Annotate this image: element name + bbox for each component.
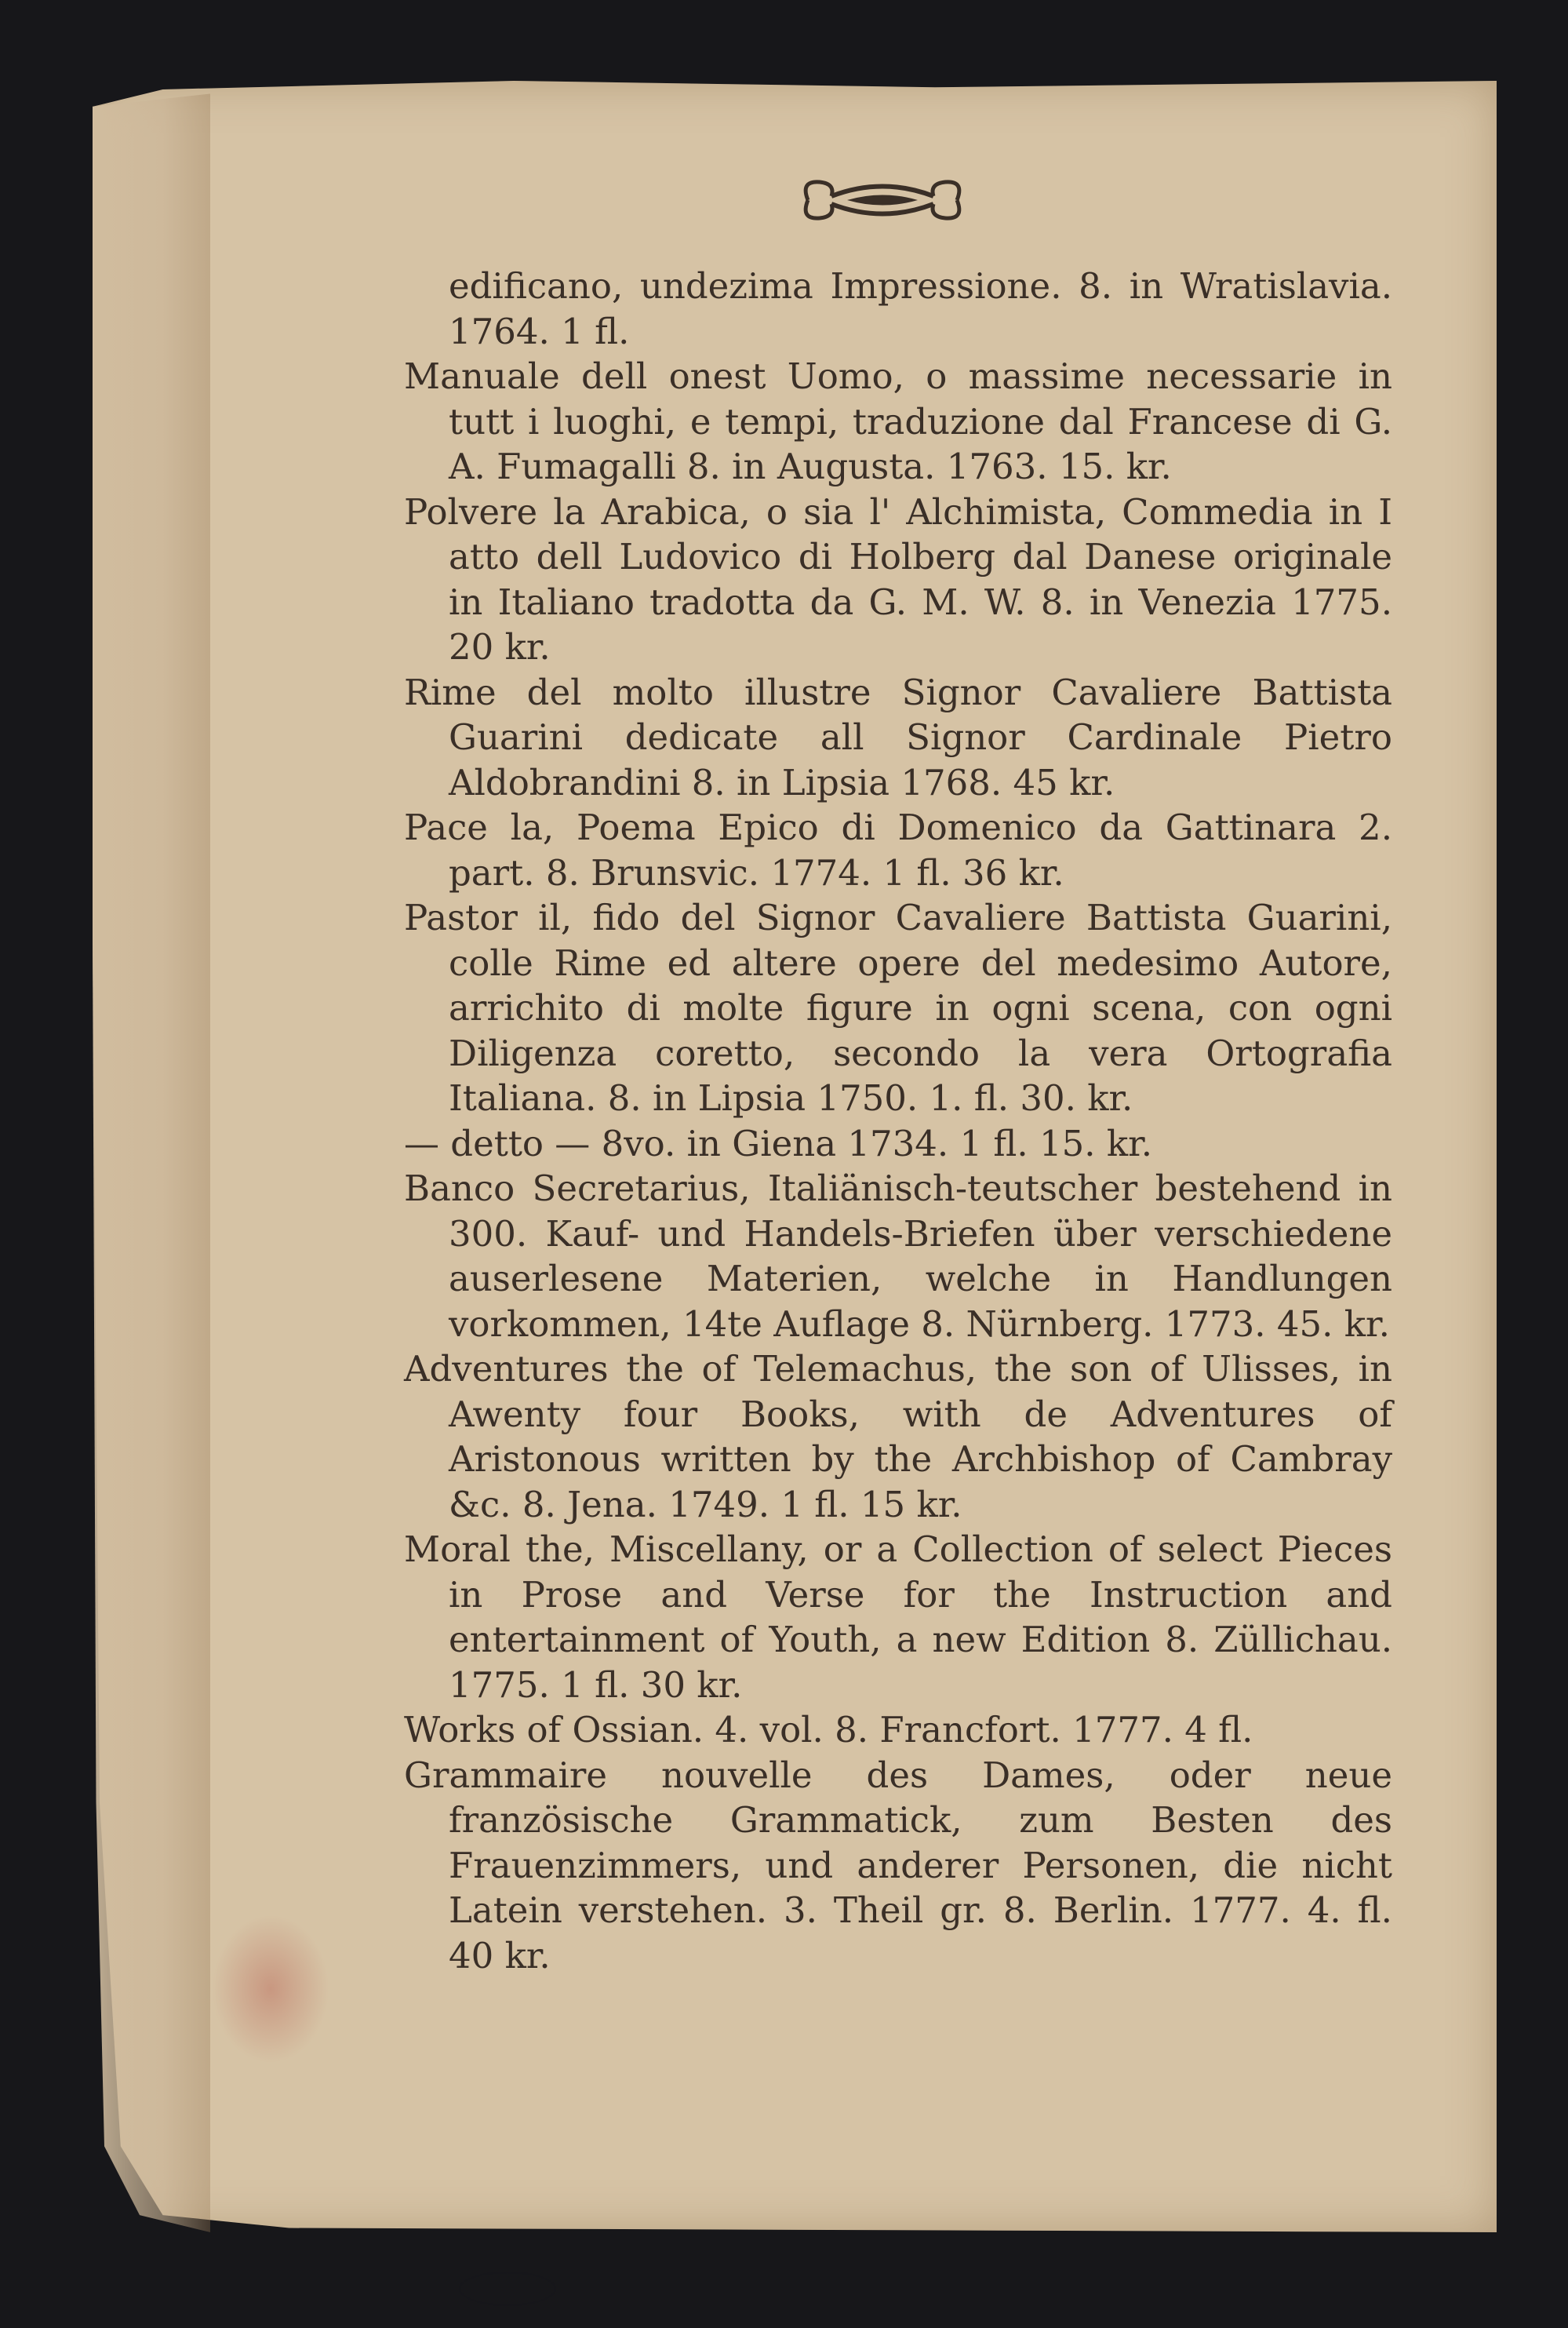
- library-stamp: [459, 2272, 556, 2306]
- catalog-entry: Moral the, Miscellany, or a Collection of select Pieces in Prose and Verse for the Instruction and entertainment of Youth, a new Edition 8. Züllichau. 1775. 1 fl. 30 kr.: [404, 1528, 1392, 1706]
- catalog-entry: Banco Secretarius, Italiänisch-teutscher bestehend in 300. Kauf- und Handels-Briefen über verschiedene auserlesene Materien, welche in Handlungen vorkommen, 14te Auflage 8. Nürnberg. 1773. 45. kr.: [404, 1168, 1392, 1345]
- catalog-entry: edificano, undezima Impressione. 8. in Wratislavia. 1764. 1 fl.: [449, 265, 1392, 352]
- scroll-ornament-icon: [792, 173, 973, 228]
- catalog-entry: Works of Ossian. 4. vol. 8. Francfort. 1777. 4 fl.: [404, 1709, 1253, 1751]
- catalog-entry: — detto — 8vo. in Giena 1734. 1 fl. 15. kr.: [404, 1122, 1153, 1164]
- red-stain: [212, 1914, 329, 2064]
- catalog-entry: Pace la, Poema Epico di Domenico da Gattinara 2. part. 8. Brunsvic. 1774. 1 fl. 36 kr.: [404, 807, 1392, 894]
- catalog-text: [404, 264, 1392, 1978]
- catalog-entry: Manuale dell onest Uomo, o massime necessarie in tutt i luoghi, e tempi, traduzione dal Francese di G. A. Fumagalli 8. in Augusta. 1763. 15. kr.: [404, 355, 1392, 487]
- catalog-entry: Adventures the of Telemachus, the son of Ulisses, in Awenty four Books, with de Adventures of Aristonous written by the Archbishop of Cambray &c. 8. Jena. 1749. 1 fl. 15 kr.: [404, 1348, 1392, 1525]
- catalog-entry: Grammaire nouvelle des Dames, oder neue französische Grammatick, zum Besten des Frauenzimmers, und anderer Personen, die nicht Latein verstehen. 3. Theil gr. 8. Berlin. 1777. 4. fl. 40 kr.: [404, 1754, 1392, 1976]
- catalog-entry: Polvere la Arabica, o sia l' Alchimista, Commedia in I atto dell Ludovico di Holberg dal Danese originale in Italiano tradotta da G. M. W. 8. in Venezia 1775. 20 kr.: [404, 490, 1392, 668]
- page-fold-edge: [93, 81, 210, 2232]
- catalog-entry: Rime del molto illustre Signor Cavaliere Battista Guarini dedicate all Signor Cardinale Pietro Aldobrandini 8. in Lipsia 1768. 45 kr.: [404, 671, 1392, 803]
- catalog-entry: Pastor il, fido del Signor Cavaliere Battista Guarini, colle Rime ed altere opere del medesimo Autore, arrichito di molte figure in ogni scena, con ogni Diligenza coretto, secondo la vera Ortografia Italiana. 8. in Lipsia 1750. 1. fl. 30. kr.: [404, 897, 1392, 1119]
